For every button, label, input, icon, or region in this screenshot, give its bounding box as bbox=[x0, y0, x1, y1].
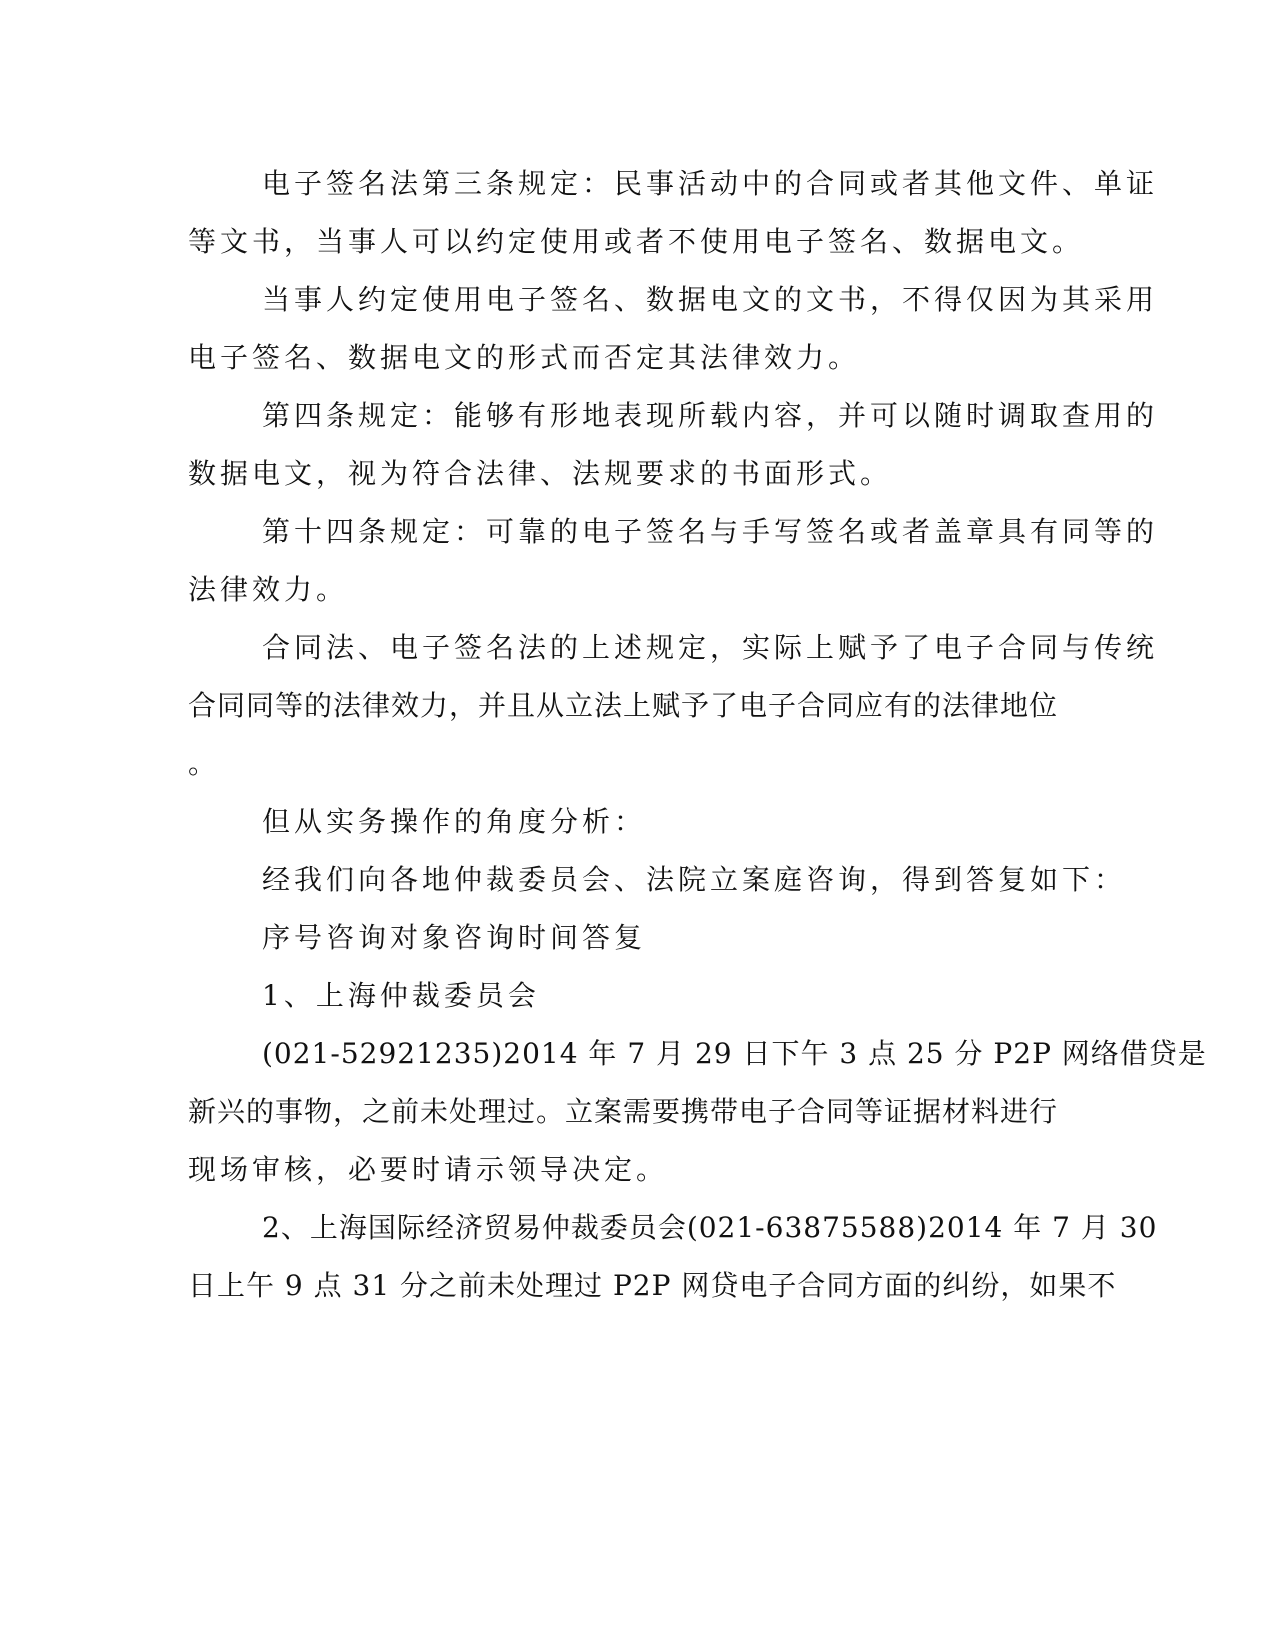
paragraph-line: 合同法、电子签名法的上述规定，实际上赋予了电子合同与传统 bbox=[262, 631, 1159, 664]
paragraph-line: 经我们向各地仲裁委员会、法院立案庭咨询，得到答复如下： bbox=[262, 863, 1127, 896]
paragraph-line: 法律效力。 bbox=[188, 573, 349, 606]
paragraph-line: 电子签名法第三条规定：民事活动中的合同或者其他文件、单证 bbox=[262, 167, 1159, 200]
paragraph-line: 第十四条规定：可靠的电子签名与手写签名或者盖章具有同等的 bbox=[262, 515, 1159, 548]
paragraph-line: 。 bbox=[188, 747, 221, 780]
paragraph-line: 现场审核，必要时请示领导决定。 bbox=[188, 1153, 669, 1186]
paragraph-line: 但从实务操作的角度分析： bbox=[262, 805, 647, 838]
table-header-line: 序号咨询对象咨询时间答复 bbox=[262, 921, 647, 954]
paragraph-line: 等文书，当事人可以约定使用或者不使用电子签名、数据电文。 bbox=[188, 225, 1085, 258]
list-item-line: 2、上海国际经济贸易仲裁委员会(021-63875588)2014 年 7 月 30 bbox=[262, 1211, 1158, 1244]
paragraph-line: 数据电文，视为符合法律、法规要求的书面形式。 bbox=[188, 457, 893, 490]
paragraph-line: 新兴的事物，之前未处理过。立案需要携带电子合同等证据材料进行 bbox=[188, 1095, 1059, 1128]
list-item-line: 1、上海仲裁委员会 bbox=[262, 979, 540, 1012]
paragraph-line: 日上午 9 点 31 分之前未处理过 P2P 网贷电子合同方面的纠纷，如果不 bbox=[188, 1269, 1117, 1302]
paragraph-line: 当事人约定使用电子签名、数据电文的文书，不得仅因为其采用 bbox=[262, 283, 1159, 316]
paragraph-line: 第四条规定：能够有形地表现所载内容，并可以随时调取查用的 bbox=[262, 399, 1159, 432]
paragraph-line: 电子签名、数据电文的形式而否定其法律效力。 bbox=[188, 341, 861, 374]
paragraph-line: (021-52921235)2014 年 7 月 29 日下午 3 点 25 分 P2P 网络借贷是 bbox=[262, 1037, 1207, 1070]
paragraph-line: 合同同等的法律效力，并且从立法上赋予了电子合同应有的法律地位 bbox=[188, 689, 1059, 722]
